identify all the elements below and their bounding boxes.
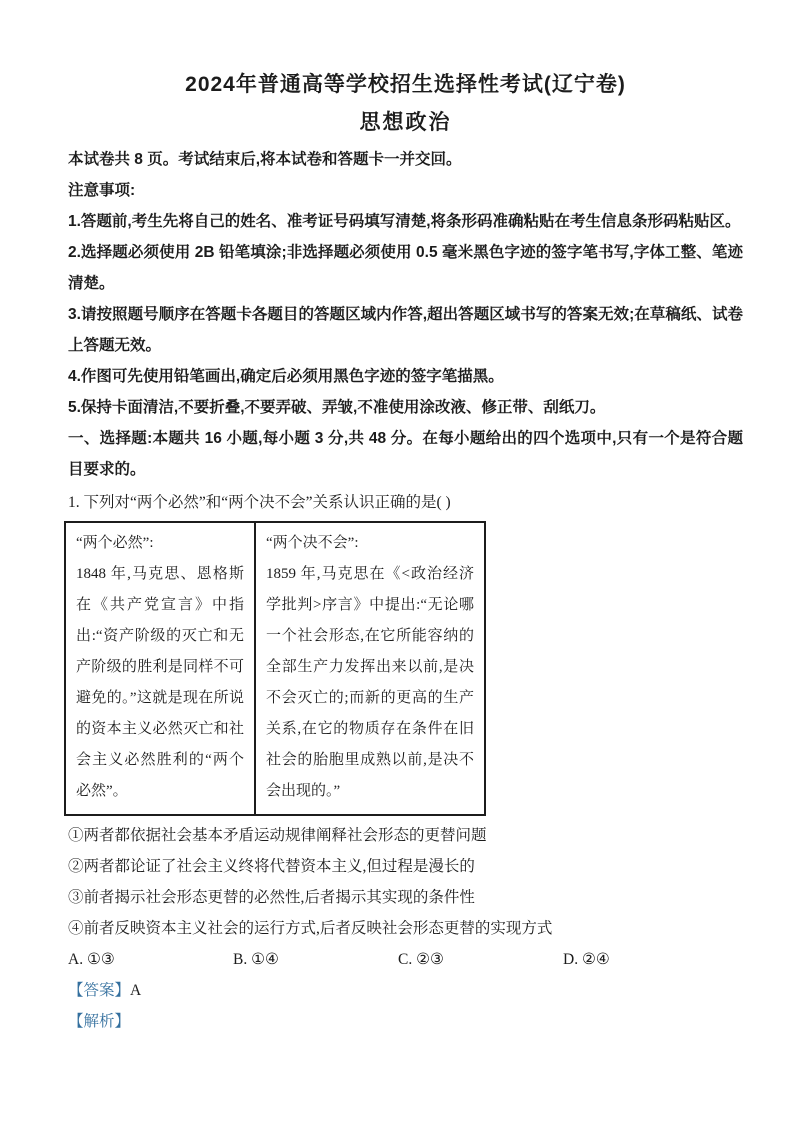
analysis-line [68,1006,743,1037]
intro-note: 本试卷共 8 页。考试结束后,将本试卷和答题卡一并交回。 [68,151,462,168]
section-heading: 一、选择题:本题共 16 小题,每小题 3 分,共 48 分。在每小题给出的四个选项中,只有一个是符合题目要求的。 [68,430,743,478]
table-row [65,522,485,815]
question-stem: 1. 下列对“两个必然”和“两个决不会”关系认识正确的是( ) [68,494,451,511]
notice-item-3: 3.请按照题号顺序在答题卡各题目的答题区域内作答,超出答题区域书写的答案无效;在草稿纸、试卷上答题无效。 [68,306,743,354]
table-cell-left-body: 1848 年,马克思、恩格斯在《共产党宣言》中指出:“资产阶级的灭亡和无产阶级的胜利是同样不可避免的。”这就是现在所说的资本主义必然灭亡和社会主义必然胜利的“两个必然”。 [76,566,244,799]
choice-row [68,944,743,975]
table-cell-left-title: “两个必然”: [76,535,154,551]
table-cell-two-nevers [255,522,485,815]
table-cell-right-title: “两个决不会”: [266,535,359,551]
statement-1: ①两者都依据社会基本矛盾运动规律阐释社会形态的更替问题 [68,827,487,844]
answer-value: A [130,982,142,999]
table-cell-right-body: 1859 年,马克思在《<政治经济学批判>序言》中提出:“无论哪一个社会形态,在它所能容纳的全部生产力发挥出来以前,是决不会灭亡的;而新的更高的生产关系,在它的物质存在条件在旧社会的胎胞里成熟以前,是决不会出现的。” [266,566,474,799]
exam-title: 2024年普通高等学校招生选择性考试(辽宁卷) [185,73,626,96]
answer-line [68,975,743,1006]
notice-item-1: 1.答题前,考生先将自己的姓名、准考证号码填写清楚,将条形码准确粘贴在考生信息条形码粘贴区。 [68,213,741,230]
exam-subtitle: 思想政治 [359,111,452,134]
answer-label: 【答案】 [68,982,131,999]
statement-list [68,820,743,944]
analysis-label: 【解析】 [68,1013,131,1030]
choice-b: B. ①④ [233,951,279,968]
notice-item-4: 4.作图可先使用铅笔画出,确定后必须用黑色字迹的签字笔描黑。 [68,368,504,385]
notice-heading: 注意事项: [68,182,136,199]
choice-d: D. ②④ [563,951,610,968]
notice-item-5: 5.保持卡面清洁,不要折叠,不要弄破、弄皱,不准使用涂改液、修正带、刮纸刀。 [68,399,606,416]
notice-item-2: 2.选择题必须使用 2B 铅笔填涂;非选择题必须使用 0.5 毫米黑色字迹的签字笔书写,字体工整、笔迹清楚。 [68,244,743,292]
table-cell-two-inevitables [65,522,255,815]
choice-a: A. ①③ [68,951,115,968]
comparison-table [64,521,486,816]
statement-2: ②两者都论证了社会主义终将代替资本主义,但过程是漫长的 [68,858,475,875]
statement-4: ④前者反映资本主义社会的运行方式,后者反映社会形态更替的实现方式 [68,920,553,937]
statement-3: ③前者揭示社会形态更替的必然性,后者揭示其实现的条件性 [68,889,475,906]
choice-c: C. ②③ [398,951,444,968]
